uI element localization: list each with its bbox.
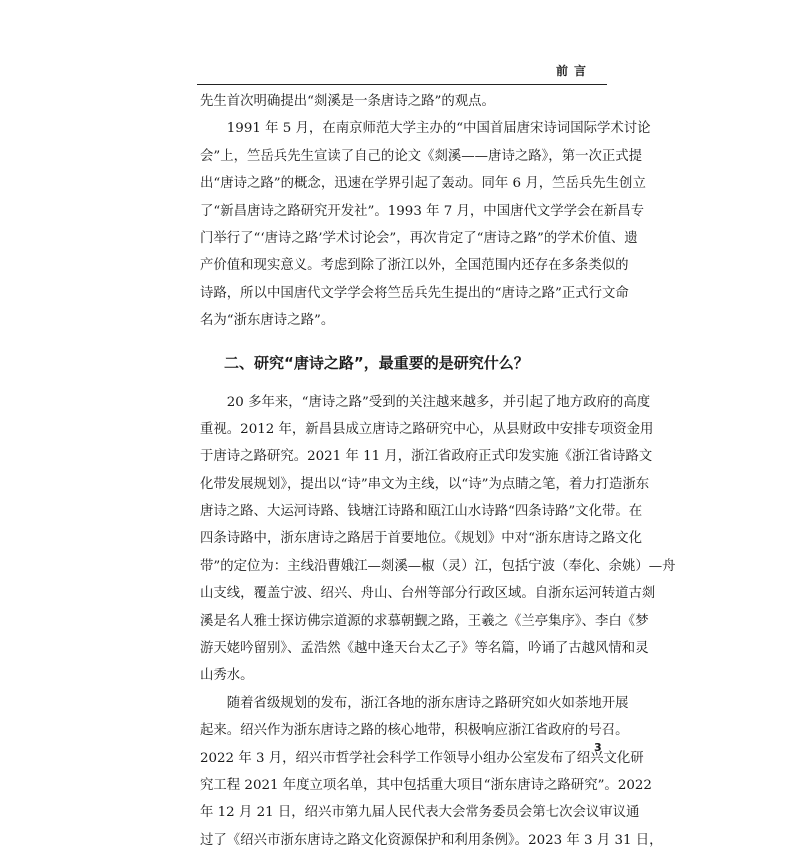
- text-line: 究工程 2021 年度立项名单，其中包括重大项目“浙东唐诗之路研究”。2022: [200, 777, 652, 793]
- text-line: 过了《绍兴市浙东唐诗之路文化资源保护和利用条例》。2023 年 3 月 31 日，: [200, 832, 663, 848]
- text-line: 了“新昌唐诗之路研究开发社”。1993 年 7 月，中国唐代文学学会在新昌专: [200, 203, 644, 219]
- text-line: 于唐诗之路研究。2021 年 11 月，浙江省政府正式印发实施《浙江省诗路文: [200, 449, 653, 465]
- text-line: 出“唐诗之路”的概念，迅速在学界引起了轰动。同年 6 月，竺岳兵先生创立: [200, 176, 646, 192]
- section-heading: 二、研究“唐诗之路”，最重要的是研究什么？: [224, 353, 529, 372]
- text-line: 随着省级规划的发布，浙江各地的浙东唐诗之路研究如火如荼地开展: [200, 695, 629, 711]
- paragraph: [200, 690, 663, 854]
- text-line: 带”的定位为：主线沿曹娥江—剡溪—椒（灵）江，包括宁波（奉化、余姚）—舟: [200, 558, 676, 574]
- text-line: 四条诗路中，浙东唐诗之路居于首要地位。《规划》中对“浙东唐诗之路文化: [200, 531, 643, 547]
- text-line: 唐诗之路、大运河诗路、钱塘江诗路和瓯江山水诗路“四条诗路”文化带。在: [200, 504, 643, 520]
- page-number: 3: [594, 741, 602, 754]
- text-line: 产价值和现实意义。考虑到除了浙江以外，全国范围内还存在多条类似的: [200, 258, 629, 274]
- body-text: [200, 88, 676, 854]
- paragraph: [200, 115, 651, 334]
- text-line: 诗路，所以中国唐代文学学会将竺岳兵先生提出的“唐诗之路”正式行文命: [200, 285, 629, 301]
- text-line: 年 12 月 21 日，绍兴市第九届人民代表大会常务委员会第七次会议审议通: [200, 805, 640, 821]
- running-head: 前言: [555, 64, 592, 78]
- text-line: 山支线，覆盖宁波、绍兴、舟山、台州等部分行政区域。自浙东运河转道古剡: [200, 586, 656, 602]
- text-line: 1991 年 5 月，在南京师范大学主办的“中国首届唐宋诗词国际学术讨论: [200, 121, 651, 137]
- text-line: 溪是名人雅士探访佛宗道源的求慕朝觐之路，王羲之《兰亭集序》、李白《梦: [200, 613, 649, 629]
- paragraph: [200, 389, 676, 690]
- header-rule: [197, 84, 607, 85]
- text-line: 重视。2012 年，新昌县成立唐诗之路研究中心，从县财政中安排专项资金用: [200, 421, 654, 437]
- text-line: 名为“浙东唐诗之路”。: [200, 313, 335, 329]
- text-line: 山秀水。: [200, 668, 254, 684]
- text-line: 游天姥吟留别》、孟浩然《越中逢天台太乙子》等名篇，吟诵了古越风情和灵: [200, 641, 649, 657]
- paragraph: [200, 88, 604, 115]
- text-line: 门举行了“‘唐诗之路’学术讨论会”，再次肯定了“唐诗之路”的学术价值、遗: [200, 230, 638, 246]
- text-line: 会”上，竺岳兵先生宣读了自己的论文《剡溪——唐诗之路》，第一次正式提: [200, 148, 643, 164]
- text-line: 先生首次明确提出“剡溪是一条唐诗之路”的观点。: [200, 94, 495, 109]
- text-line: 2022 年 3 月，绍兴市哲学社会科学工作领导小组办公室发布了绍兴文化研: [200, 750, 644, 766]
- text-line: 20 多年来，“唐诗之路”受到的关注越来越多，并引起了地方政府的高度: [200, 394, 651, 410]
- text-line: 化带发展规划》，提出以“诗”串文为主线，以“诗”为点睛之笔，着力打造浙东: [200, 476, 650, 492]
- text-line: 起来。绍兴作为浙东唐诗之路的核心地带，积极响应浙江省政府的号召。: [200, 723, 629, 739]
